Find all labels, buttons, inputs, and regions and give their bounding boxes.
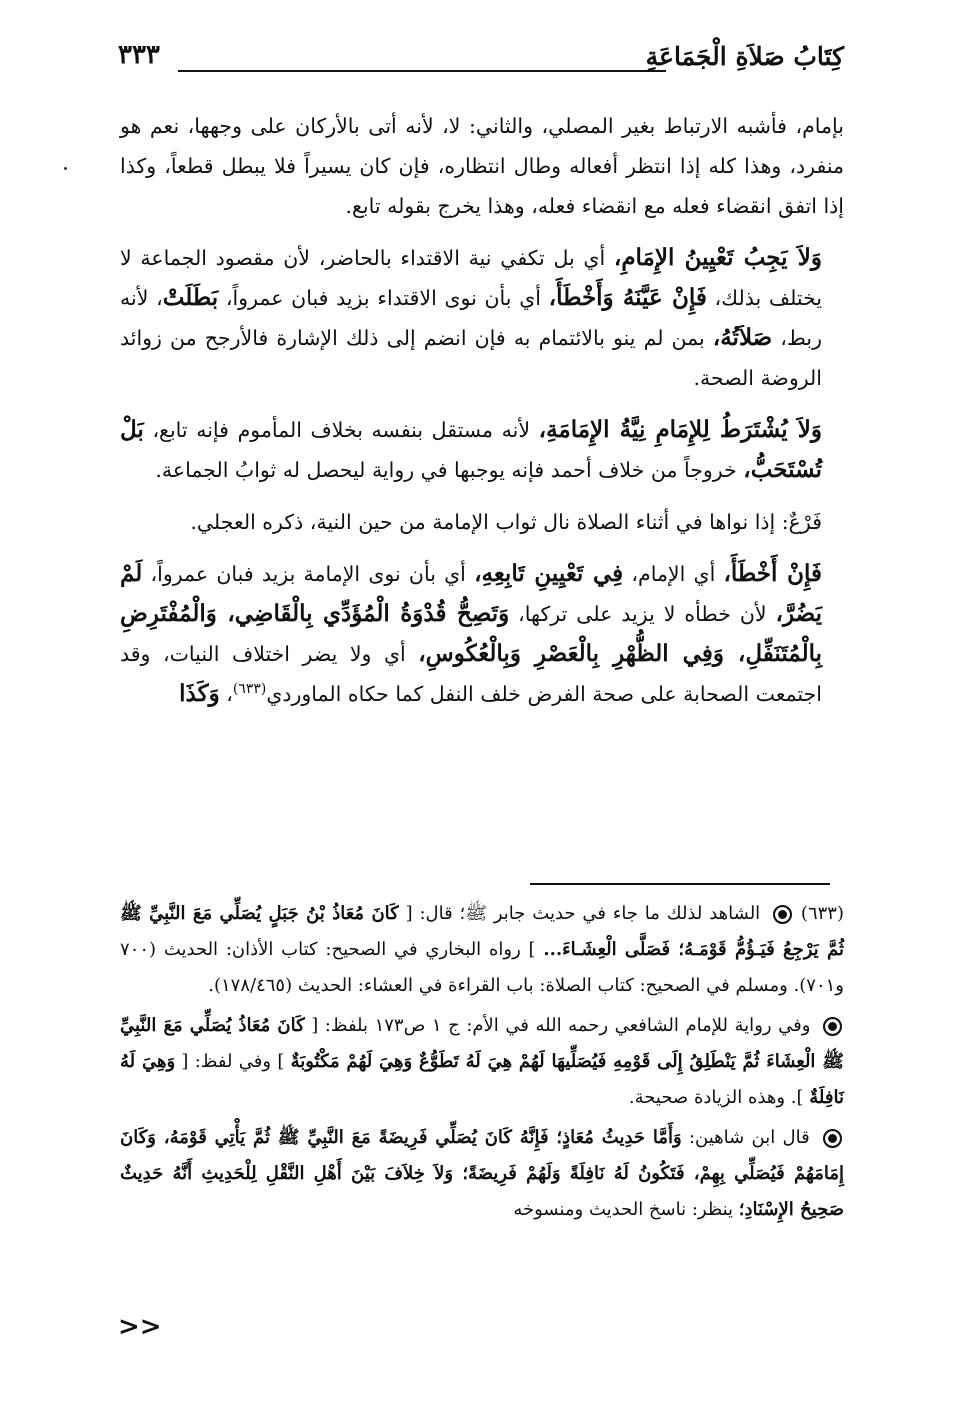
matn-phrase: فِي تَعْيِينِ تَابِعِهِ، [474,560,624,587]
footnote-text: وفي رواية للإمام الشافعي رحمه الله في الأم: ج ١ ص١٧٣ بلفظ: [ [304,1015,817,1036]
footnote-reference[interactable]: (٦٣٣) [232,681,267,698]
bullet-icon [773,905,792,924]
far-label: فَرْعٌ: [781,510,822,534]
matn-phrase: فَإِنْ أَخْطَأَ، [723,560,822,587]
running-header [118,40,844,88]
footnote-text: قال ابن شاهين: [681,1127,817,1148]
footnotes [120,896,844,1232]
hadith-quote: كَانَ مُعَاذُ يُصَلِّي مَعَ النَّبِيِّ ﷺ الْعِشَاءَ ثُمَّ يَنْطَلِقُ إِلَى قَوْمِهِ فَيُصَلِّيهَا لَهُمْ هِيَ لَهُ تَطَوُّعٌ وَهِيَ لَهُمْ مَكْتُوبَةٌ [120,1015,844,1072]
footnote-item-shafii [120,1008,844,1116]
commentary-text: ، لأنه ربط، [120,286,822,350]
hadith-quote: وَأَمَّا حَدِيثُ مُعَاذٍ؛ فَإِنَّهُ كَانَ يُصَلِّي فَرِيضَةً مَعَ النَّبِيِّ ﷺ ثُمَّ يَأْتِي قَوْمَهُ، وَكَانَ إِمَامَهُمْ فَيُصَلِّي بِهِمْ، فَتَكُونُ لَهُ نَافِلَةً وَلَهُمْ فَرِيضَةً؛ وَلاَ خِلاَفَ بَيْنَ أَهْلِ النَّقْلِ لِلْحَدِيثِ أَنَّهُ حَدِيثٌ صَحِيحُ الإِسْنَادِ؛ [120,1127,844,1220]
matn-phrase: بَطَلَتْ [162,284,219,311]
paragraph-3 [120,410,844,490]
hadith-quote: كَانَ مُعَاذُ بْنُ جَبَلٍ يُصَلِّي مَعَ النَّبِيِّ ﷺ ثُمَّ يَرْجِعُ فَيَـؤُمُّ قَوْمَـهُ؛ فَصَلَّى الْعِشَـاءَ... [120,903,844,960]
commentary-text: أي بأن نوى الاقتداء بزيد فبان عمرواً، [218,286,549,310]
main-text [120,106,844,726]
footnote-text: ]. وهذه الزيادة صحيحة. [628,1087,810,1108]
matn-phrase: صَلاَتُهُ، [712,324,773,351]
commentary-text: بمن لم ينو بالائتمام به فإن انضم إلى ذلك الإشارة فالأرجح من زوائد الروضة الصحة. [120,326,822,390]
hadith-quote: وَهِيَ لَهُ نَافِلَةٌ [120,1051,844,1108]
header-rule [178,70,666,72]
paragraph-1 [120,106,844,226]
footnote-item-ibn-shahin [120,1120,844,1228]
commentary-text: أي بل تكفي نية الاقتداء بالحاضر، لأن مقصود الجماعة لا يختلف بذلك، [120,246,822,310]
page-number: ٣٣٣ [118,40,160,70]
paragraph-1-text: بإمام، فأشبه الارتباط بغير المصلي، والثاني: لا، لأنه أتى بالأركان على وجهها، نعم هو منفرد، وهذا كله إذا انتظر أفعاله وطال انتظاره، فإن كان يسيراً فلا يبطل قطعاً، وكذا إذا اتفق انقضاء فعله مع انقضاء فعله، وهذا يخرج بقوله تابع. [120,114,844,218]
matn-phrase: وَلاَ يَجِبُ تَعْيِينُ الإِمَامِ، [613,244,822,271]
matn-phrase: لَمْ يَضُرَّ، [120,560,823,627]
chapter-title: كِتَابُ صَلاَةِ الْجَمَاعَةِ [645,42,844,71]
matn-phrase: وَكَذَا [179,680,220,707]
commentary-text: ، [219,682,233,706]
matn-phrase: وَتَصِحُّ قُدْوَةُ الْمُؤَدِّي بِالْقَاضِي، وَالْمُفْتَرِضِ بِالْمُتَنَفِّلِ، وَفِي الظُّهْرِ بِالْعَصْرِ وَبِالْعُكُوسِ، [120,600,823,667]
footnote-text: ينظر: ناسخ الحديث ومنسوخه [513,1199,739,1220]
footnote-633 [120,896,844,1004]
commentary-text: أي بأن نوى الإمامة بزيد فبان عمرواً، [142,562,475,586]
commentary-text: أي ولا يضر اختلاف النيات، وقد اجتمعت الصحابة على صحة الفرض خلف النفل كما حكاه الماوردي [120,642,822,706]
footnote-text: ] وفي لفظ: [ [175,1051,291,1072]
commentary-text: لأنه مستقل بنفسه بخلاف المأموم فإنه تابع، [143,418,539,442]
footnote-text: الشاهد لذلك ما جاء في حديث جابر ﷺ؛ قال: [ [398,903,768,924]
bullet-icon [823,1017,842,1036]
paragraph-4 [120,502,844,542]
footnote-divider [530,883,830,885]
commentary-text: خروجاً من خلاف أحمد فإنه يوجبها في رواية ليحصل له ثوابُ الجماعة. [155,458,744,482]
continuation-marker: >> [118,1312,162,1342]
matn-phrase: بَلْ تُسْتَحَبُّ، [120,416,822,483]
paragraph-5 [120,554,844,714]
matn-phrase: فَإِنْ عَيَّنَهُ وَأَخْطَأَ، [548,284,707,311]
footnote-number: (٦٣٣) [800,903,844,924]
commentary-text: إذا نواها في أثناء الصلاة نال ثواب الإمامة من حين النية، ذكره العجلي. [190,510,782,534]
commentary-text: لأن خطأه لا يزيد على تركها، [509,602,776,626]
bullet-icon [823,1129,842,1148]
commentary-text: أي الإمام، [623,562,724,586]
footnote-text: ] رواه البخاري في الصحيح: كتاب الأذان: الحديث (٧٠٠ و٧٠١). ومسلم في الصحيح: كتاب الصلاة: باب القراءة في العشاء: الحديث (١٧٨/٤٦٥). [120,939,844,996]
paragraph-2 [120,238,844,398]
ink-speck [64,167,67,170]
matn-phrase: وَلاَ يُشْتَرَطُ لِلإِمَامِ نِيَّةُ الإِمَامَةِ، [538,416,822,443]
